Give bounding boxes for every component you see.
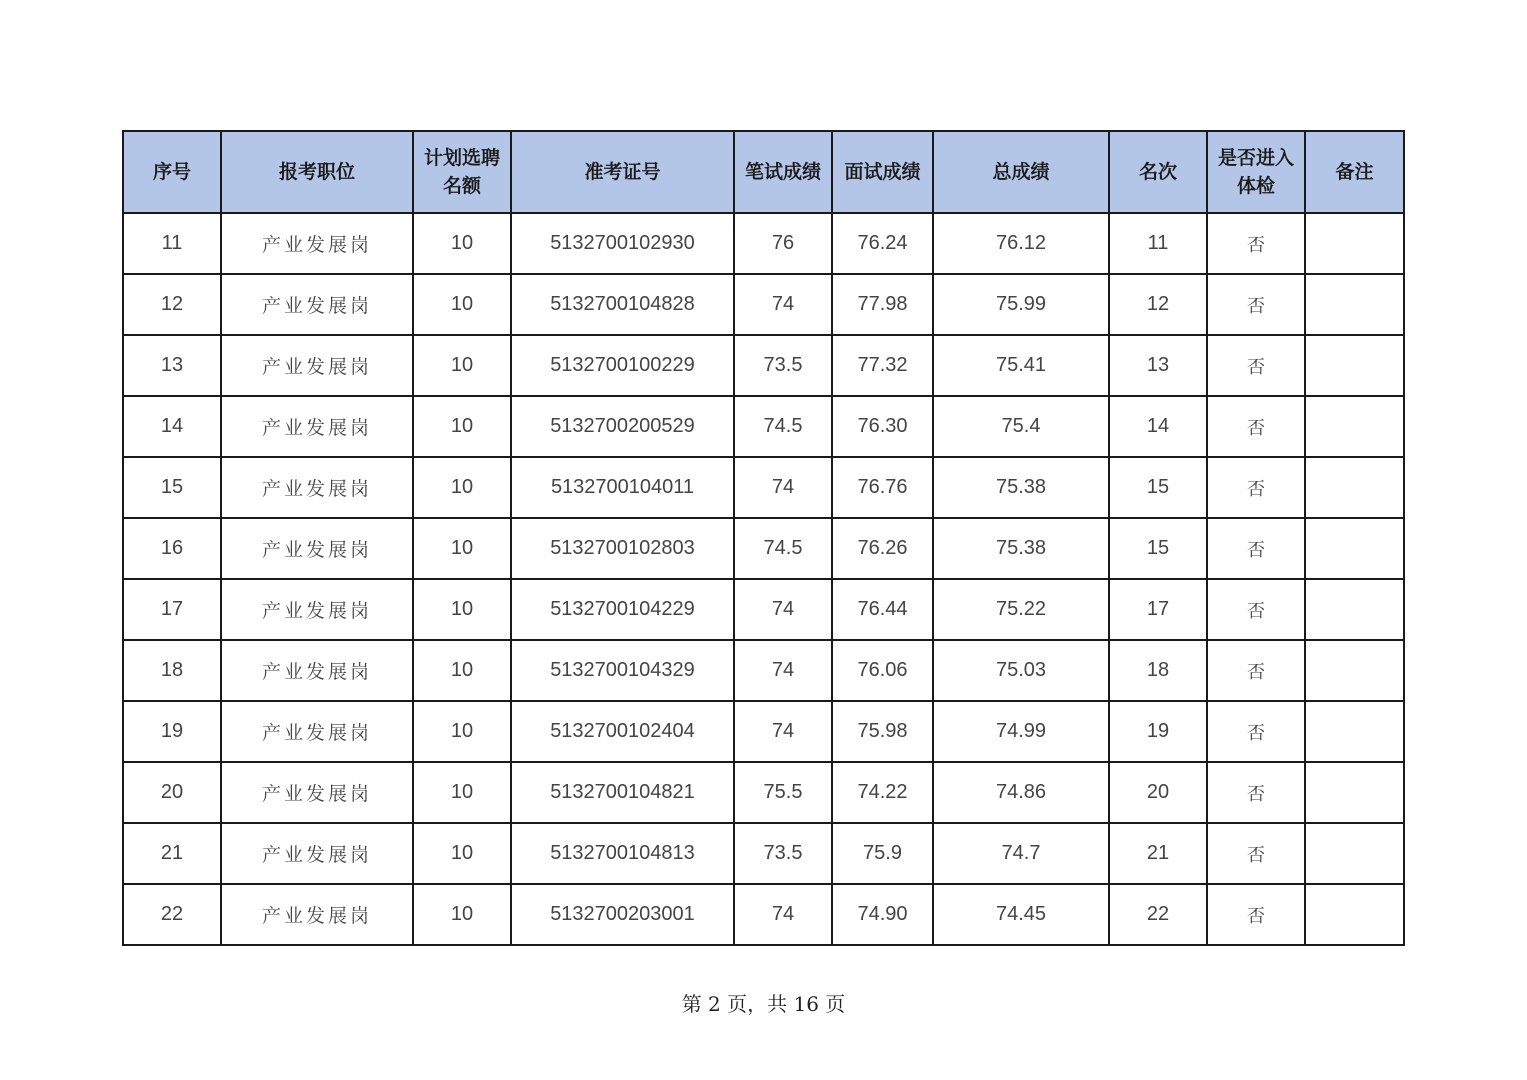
header-interview-score: 面试成绩: [832, 131, 933, 213]
cell-total-score: 75.38: [933, 457, 1109, 518]
table-row: [123, 457, 1404, 518]
cell-index: 22: [123, 884, 221, 945]
cell-physical-exam: 否: [1207, 396, 1305, 457]
cell-rank: 15: [1109, 518, 1207, 579]
header-written-score: 笔试成绩: [734, 131, 832, 213]
cell-rank: 12: [1109, 274, 1207, 335]
header-rank: 名次: [1109, 131, 1207, 213]
cell-total-score: 75.38: [933, 518, 1109, 579]
cell-quota: 10: [413, 762, 511, 823]
cell-physical-exam: 否: [1207, 823, 1305, 884]
table-row: [123, 335, 1404, 396]
cell-written-score: 74: [734, 701, 832, 762]
table-header-row: [123, 131, 1404, 213]
cell-total-score: 75.22: [933, 579, 1109, 640]
cell-remarks: [1305, 213, 1404, 274]
cell-ticket-number: 5132700102404: [511, 701, 734, 762]
cell-ticket-number: 5132700104828: [511, 274, 734, 335]
cell-physical-exam: 否: [1207, 884, 1305, 945]
page-footer: 第 2 页，共 16 页: [681, 992, 846, 1016]
cell-position: 产业发展岗: [221, 213, 413, 274]
cell-ticket-number: 5132700203001: [511, 884, 734, 945]
cell-rank: 20: [1109, 762, 1207, 823]
cell-physical-exam: 否: [1207, 701, 1305, 762]
cell-index: 19: [123, 701, 221, 762]
cell-physical-exam: 否: [1207, 579, 1305, 640]
cell-written-score: 74: [734, 640, 832, 701]
cell-interview-score: 77.98: [832, 274, 933, 335]
table-row: [123, 884, 1404, 945]
cell-physical-exam: 否: [1207, 762, 1305, 823]
cell-interview-score: 76.26: [832, 518, 933, 579]
cell-rank: 19: [1109, 701, 1207, 762]
cell-quota: 10: [413, 335, 511, 396]
cell-written-score: 74.5: [734, 396, 832, 457]
table-row: [123, 640, 1404, 701]
cell-remarks: [1305, 457, 1404, 518]
cell-written-score: 74: [734, 274, 832, 335]
cell-position: 产业发展岗: [221, 457, 413, 518]
cell-index: 15: [123, 457, 221, 518]
cell-interview-score: 76.24: [832, 213, 933, 274]
cell-total-score: 74.99: [933, 701, 1109, 762]
cell-position: 产业发展岗: [221, 640, 413, 701]
table-row: [123, 274, 1404, 335]
cell-remarks: [1305, 579, 1404, 640]
cell-position: 产业发展岗: [221, 823, 413, 884]
cell-remarks: [1305, 274, 1404, 335]
cell-position: 产业发展岗: [221, 335, 413, 396]
cell-index: 13: [123, 335, 221, 396]
cell-total-score: 75.99: [933, 274, 1109, 335]
cell-quota: 10: [413, 518, 511, 579]
cell-written-score: 74: [734, 579, 832, 640]
cell-interview-score: 75.9: [832, 823, 933, 884]
cell-written-score: 74: [734, 884, 832, 945]
cell-total-score: 74.86: [933, 762, 1109, 823]
cell-position: 产业发展岗: [221, 274, 413, 335]
cell-interview-score: 77.32: [832, 335, 933, 396]
cell-position: 产业发展岗: [221, 579, 413, 640]
cell-physical-exam: 否: [1207, 274, 1305, 335]
cell-remarks: [1305, 823, 1404, 884]
table-row: [123, 823, 1404, 884]
cell-quota: 10: [413, 884, 511, 945]
cell-ticket-number: 5132700100229: [511, 335, 734, 396]
cell-quota: 10: [413, 579, 511, 640]
score-table: [122, 130, 1405, 946]
cell-position: 产业发展岗: [221, 884, 413, 945]
cell-index: 12: [123, 274, 221, 335]
cell-position: 产业发展岗: [221, 518, 413, 579]
cell-remarks: [1305, 884, 1404, 945]
cell-index: 16: [123, 518, 221, 579]
cell-index: 17: [123, 579, 221, 640]
cell-interview-score: 74.90: [832, 884, 933, 945]
cell-rank: 15: [1109, 457, 1207, 518]
cell-index: 14: [123, 396, 221, 457]
cell-position: 产业发展岗: [221, 701, 413, 762]
cell-physical-exam: 否: [1207, 213, 1305, 274]
cell-remarks: [1305, 518, 1404, 579]
cell-physical-exam: 否: [1207, 335, 1305, 396]
cell-index: 11: [123, 213, 221, 274]
cell-ticket-number: 5132700104011: [511, 457, 734, 518]
cell-total-score: 76.12: [933, 213, 1109, 274]
table-row: [123, 579, 1404, 640]
header-index: 序号: [123, 131, 221, 213]
cell-total-score: 75.41: [933, 335, 1109, 396]
cell-physical-exam: 否: [1207, 640, 1305, 701]
cell-rank: 11: [1109, 213, 1207, 274]
cell-quota: 10: [413, 274, 511, 335]
header-physical-exam: 是否进入 体检: [1207, 131, 1305, 213]
cell-written-score: 73.5: [734, 823, 832, 884]
cell-interview-score: 76.76: [832, 457, 933, 518]
cell-rank: 18: [1109, 640, 1207, 701]
cell-ticket-number: 5132700102803: [511, 518, 734, 579]
cell-rank: 17: [1109, 579, 1207, 640]
cell-written-score: 73.5: [734, 335, 832, 396]
cell-remarks: [1305, 762, 1404, 823]
cell-quota: 10: [413, 213, 511, 274]
table-row: [123, 518, 1404, 579]
cell-rank: 13: [1109, 335, 1207, 396]
header-ticket-number: 准考证号: [511, 131, 734, 213]
header-quota: 计划选聘 名额: [413, 131, 511, 213]
cell-position: 产业发展岗: [221, 396, 413, 457]
cell-ticket-number: 5132700104329: [511, 640, 734, 701]
cell-quota: 10: [413, 457, 511, 518]
cell-ticket-number: 5132700104821: [511, 762, 734, 823]
cell-rank: 21: [1109, 823, 1207, 884]
cell-ticket-number: 5132700102930: [511, 213, 734, 274]
cell-index: 20: [123, 762, 221, 823]
cell-remarks: [1305, 701, 1404, 762]
cell-position: 产业发展岗: [221, 762, 413, 823]
cell-ticket-number: 5132700104229: [511, 579, 734, 640]
cell-rank: 14: [1109, 396, 1207, 457]
cell-ticket-number: 5132700104813: [511, 823, 734, 884]
cell-physical-exam: 否: [1207, 518, 1305, 579]
cell-physical-exam: 否: [1207, 457, 1305, 518]
table-body: [123, 213, 1404, 945]
cell-quota: 10: [413, 640, 511, 701]
cell-written-score: 76: [734, 213, 832, 274]
cell-interview-score: 76.06: [832, 640, 933, 701]
cell-written-score: 74.5: [734, 518, 832, 579]
cell-ticket-number: 5132700200529: [511, 396, 734, 457]
cell-quota: 10: [413, 396, 511, 457]
cell-remarks: [1305, 640, 1404, 701]
cell-interview-score: 74.22: [832, 762, 933, 823]
table-row: [123, 762, 1404, 823]
cell-remarks: [1305, 335, 1404, 396]
cell-interview-score: 75.98: [832, 701, 933, 762]
cell-written-score: 74: [734, 457, 832, 518]
cell-total-score: 75.03: [933, 640, 1109, 701]
cell-index: 21: [123, 823, 221, 884]
header-total-score: 总成绩: [933, 131, 1109, 213]
cell-quota: 10: [413, 701, 511, 762]
table-row: [123, 396, 1404, 457]
cell-rank: 22: [1109, 884, 1207, 945]
header-position: 报考职位: [221, 131, 413, 213]
cell-total-score: 74.7: [933, 823, 1109, 884]
table-row: [123, 701, 1404, 762]
cell-index: 18: [123, 640, 221, 701]
cell-written-score: 75.5: [734, 762, 832, 823]
cell-interview-score: 76.44: [832, 579, 933, 640]
cell-quota: 10: [413, 823, 511, 884]
cell-remarks: [1305, 396, 1404, 457]
cell-interview-score: 76.30: [832, 396, 933, 457]
cell-total-score: 75.4: [933, 396, 1109, 457]
table-row: [123, 213, 1404, 274]
cell-total-score: 74.45: [933, 884, 1109, 945]
header-remarks: 备注: [1305, 131, 1404, 213]
